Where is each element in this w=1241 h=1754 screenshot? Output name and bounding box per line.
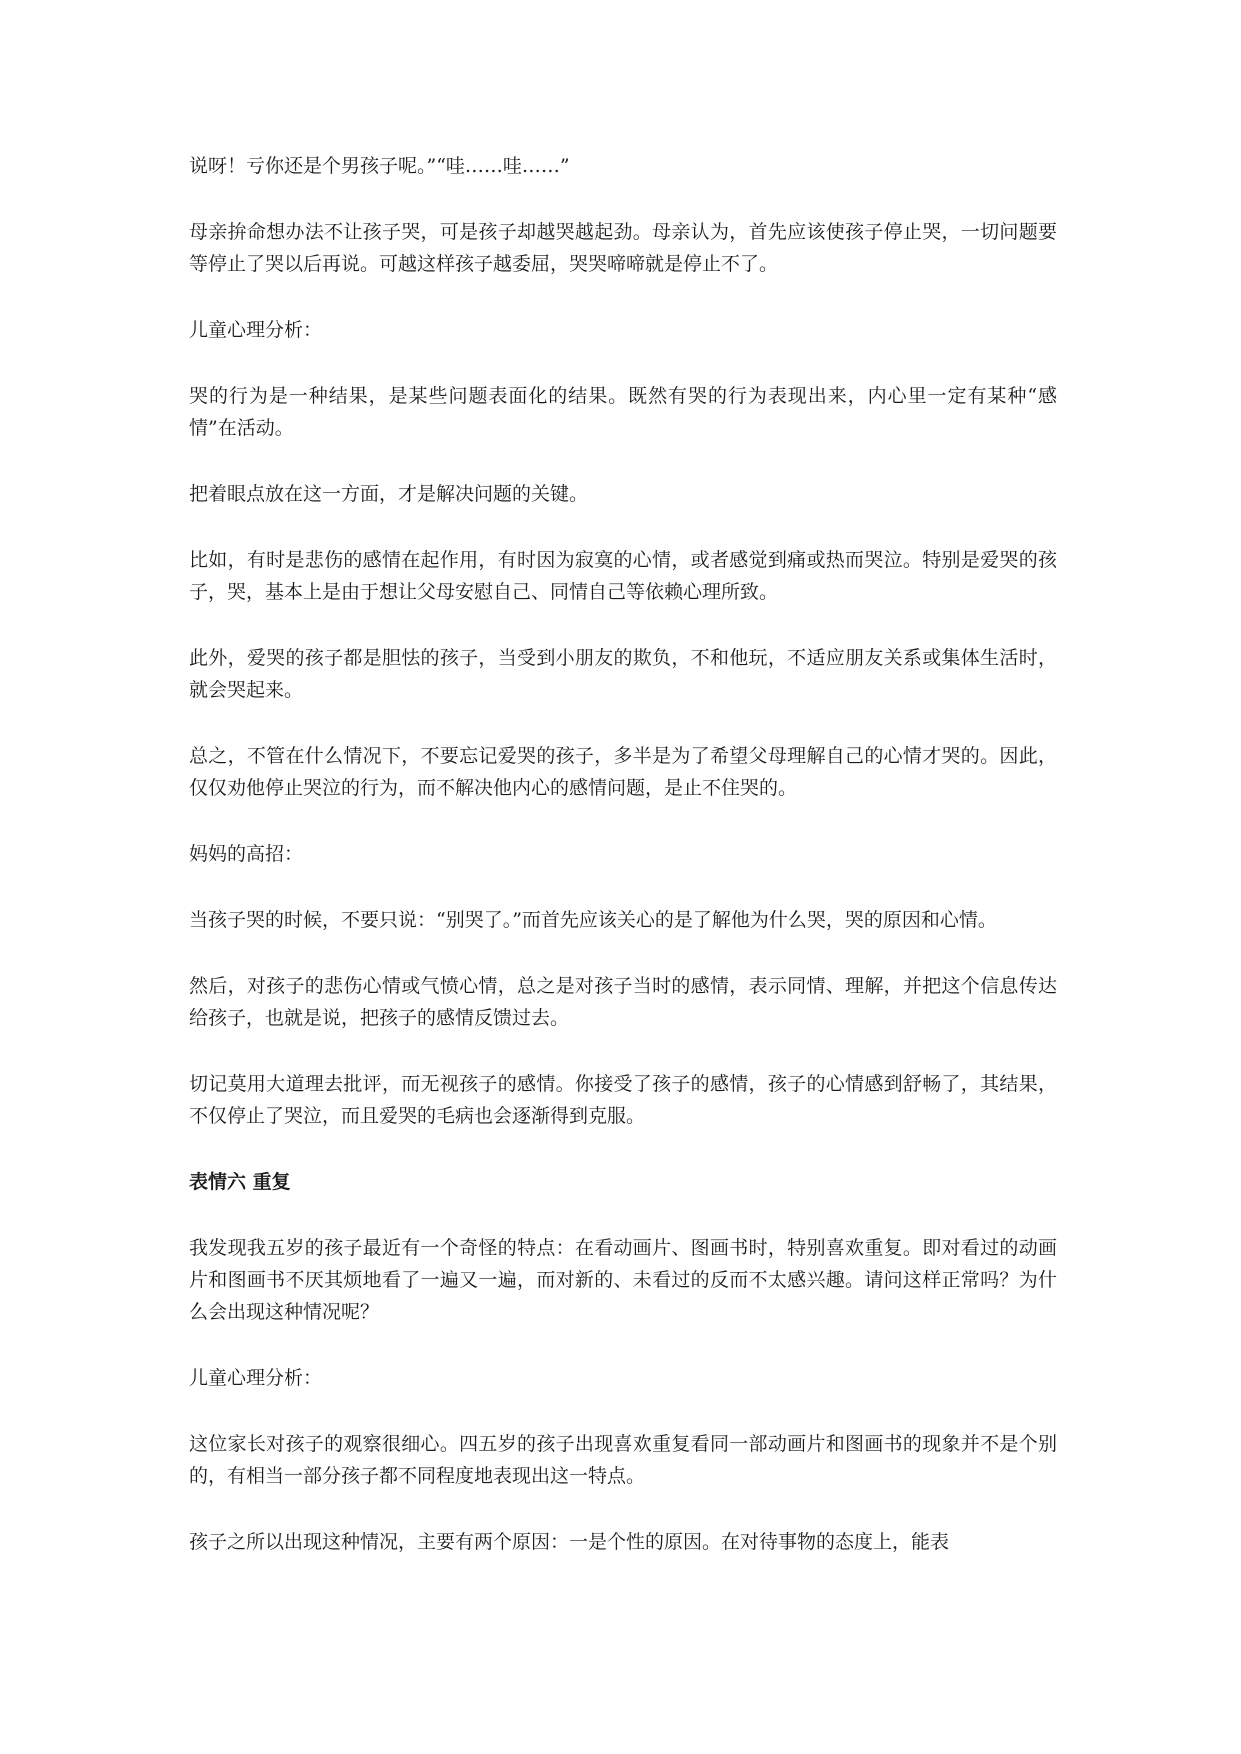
paragraph-5: 比如，有时是悲伤的感情在起作用，有时因为寂寞的心情，或者感觉到痛或热而哭泣。特别是爱哭的孩子，哭，基本上是由于想让父母安慰自己、同情自己等依赖心理所致。	[189, 549, 1057, 603]
paragraph-4: 把着眼点放在这一方面，才是解决问题的关键。	[189, 483, 589, 505]
paragraph-13: 孩子之所以出现这种情况，主要有两个原因：一是个性的原因。在对待事物的态度上，能表	[189, 1531, 950, 1553]
paragraph-12: 这位家长对孩子的观察很细心。四五岁的孩子出现喜欢重复看同一部动画片和图画书的现象并不是个别的，有相当一部分孩子都不同程度地表现出这一特点。	[189, 1433, 1057, 1487]
document-body	[189, 150, 1057, 1592]
paragraph-3: 哭的行为是一种结果，是某些问题表面化的结果。既然有哭的行为表现出来，内心里一定有某种“感情”在活动。	[189, 385, 1057, 439]
paragraph-10: 切记莫用大道理去批评，而无视孩子的感情。你接受了孩子的感情，孩子的心情感到舒畅了，其结果，不仅停止了哭泣，而且爱哭的毛病也会逐渐得到克服。	[189, 1073, 1057, 1127]
section-label-tips: 妈妈的高招：	[189, 843, 304, 865]
paragraph-11: 我发现我五岁的孩子最近有一个奇怪的特点：在看动画片、图画书时，特别喜欢重复。即对看过的动画片和图画书不厌其烦地看了一遍又一遍，而对新的、未看过的反而不太感兴趣。请问这样正常吗？为什么会出现这种情况呢？	[189, 1237, 1057, 1323]
paragraph-7: 总之，不管在什么情况下，不要忘记爱哭的孩子，多半是为了希望父母理解自己的心情才哭的。因此，仅仅劝他停止哭泣的行为，而不解决他内心的感情问题，是止不住哭的。	[189, 745, 1057, 799]
paragraph-1: 说呀！亏你还是个男孩子呢。”“哇……哇……”	[189, 155, 570, 177]
paragraph-6: 此外，爱哭的孩子都是胆怯的孩子，当受到小朋友的欺负，不和他玩，不适应朋友关系或集体生活时，就会哭起来。	[189, 647, 1057, 701]
paragraph-9: 然后，对孩子的悲伤心情或气愤心情，总之是对孩子当时的感情，表示同情、理解，并把这个信息传达给孩子，也就是说，把孩子的感情反馈过去。	[189, 975, 1057, 1029]
paragraph-8: 当孩子哭的时候，不要只说：“别哭了。”而首先应该关心的是了解他为什么哭，哭的原因和心情。	[189, 909, 997, 931]
section-label-analysis-2: 儿童心理分析：	[189, 1367, 323, 1389]
section-heading: 表情六 重复	[189, 1171, 291, 1193]
paragraph-2: 母亲拚命想办法不让孩子哭，可是孩子却越哭越起劲。母亲认为，首先应该使孩子停止哭，一切问题要等停止了哭以后再说。可越这样孩子越委屈，哭哭啼啼就是停止不了。	[189, 221, 1057, 275]
section-label-analysis-1: 儿童心理分析：	[189, 319, 323, 341]
